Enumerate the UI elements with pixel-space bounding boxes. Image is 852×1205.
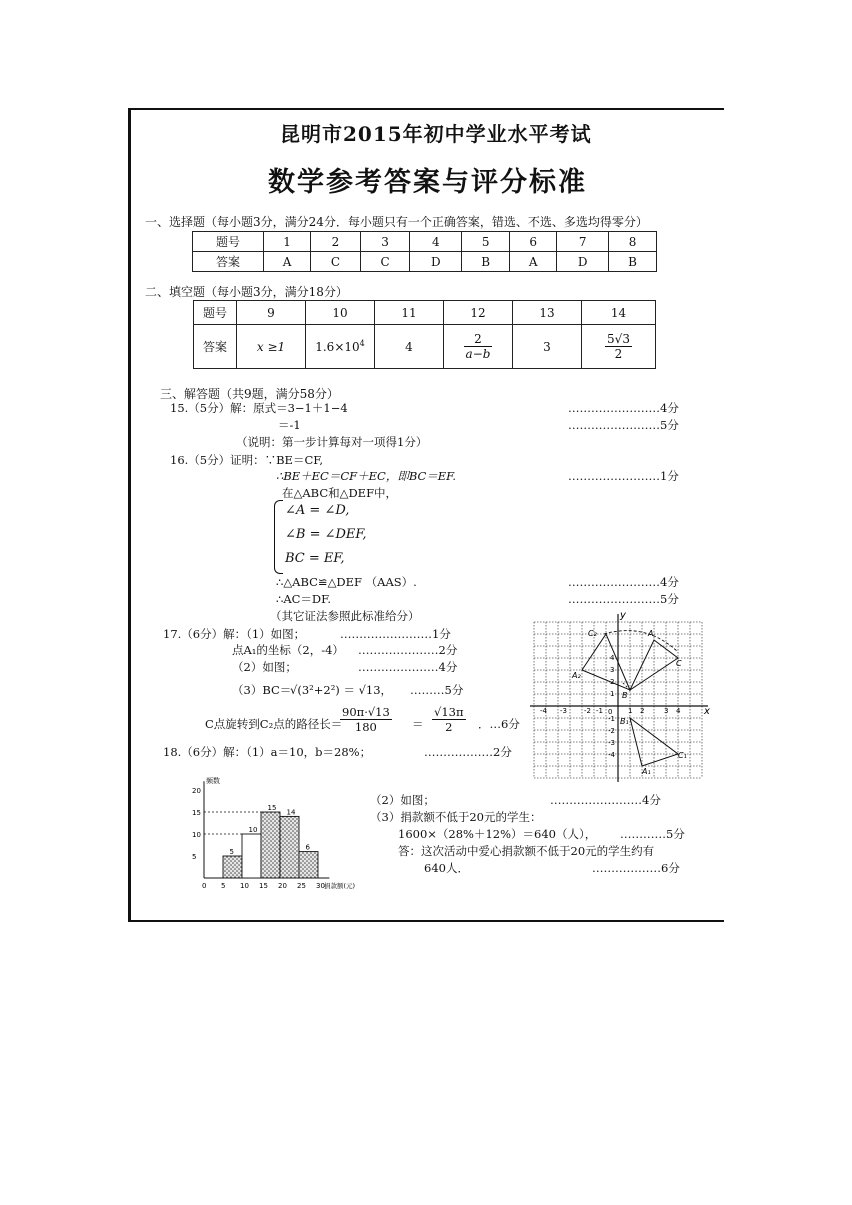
s1-q: 6 xyxy=(510,232,557,252)
q17-frac2-num: √13π xyxy=(434,705,464,719)
s2-q: 12 xyxy=(444,301,513,325)
q17-line4a: （3）BC＝ xyxy=(232,683,292,697)
histogram-y-label: 频数 xyxy=(206,777,220,786)
q15-line2: ＝-1 xyxy=(278,418,301,432)
y-tick: -3 xyxy=(608,739,615,747)
s1-label-a: 答案 xyxy=(193,252,264,272)
s2-a11: 4 xyxy=(375,325,444,369)
s2-q: 11 xyxy=(375,301,444,325)
section2-heading: 二、填空题（每小题3分，满分18分） xyxy=(145,285,348,299)
histogram-y-tick: 10 xyxy=(192,831,201,839)
q18-score3: …………5分 xyxy=(620,827,685,841)
s1-a: C xyxy=(311,252,361,272)
s1-a: A xyxy=(510,252,557,272)
histogram-x-tick: 0 xyxy=(202,882,207,890)
s2-a14-num: 5√3 xyxy=(607,332,630,346)
point-label-c1: C₁ xyxy=(678,751,687,760)
histogram-bar xyxy=(242,834,261,878)
x-tick: 3 xyxy=(664,707,669,715)
q16-score2: ……………………4分 xyxy=(568,575,679,589)
answer-title: 数学参考答案与评分标准 xyxy=(268,167,587,198)
histogram-bar-label: 10 xyxy=(248,826,258,834)
section1-table xyxy=(192,231,657,272)
s1-a: B xyxy=(609,252,657,272)
q17-frac2-den: 2 xyxy=(445,720,453,734)
q18-line3: （3）捐款额不低于20元的学生： xyxy=(370,810,542,824)
histogram-bar xyxy=(299,852,318,878)
q16-line4: ∴△ABC≌△DEF （AAS）. xyxy=(276,575,417,589)
s1-a: A xyxy=(264,252,311,272)
q16-cond2: ∠B = ∠DEF, xyxy=(285,527,367,542)
s1-a: D xyxy=(557,252,609,272)
q18-line6: 640人． xyxy=(424,861,469,875)
q17-frac1-num: 90π·√13 xyxy=(342,705,390,719)
q17-frac1 xyxy=(340,705,392,734)
s1-a: D xyxy=(410,252,462,272)
s1-a: B xyxy=(462,252,510,272)
y-tick: 1 xyxy=(610,690,615,698)
q18-line4: 1600×（28%＋12%）＝640（人）， xyxy=(398,827,597,841)
x-tick: -3 xyxy=(560,707,567,715)
exam-title: 昆明市2015年初中学业水平考试 xyxy=(280,122,592,146)
histogram-x-tick: 25 xyxy=(297,882,306,890)
histogram-y-tick: 20 xyxy=(192,787,201,795)
x-tick: 2 xyxy=(640,707,645,715)
s2-a14-den: 2 xyxy=(614,347,623,361)
q16-note: （其它证法参照此标准给分） xyxy=(270,609,420,623)
s2-a13: 3 xyxy=(513,325,582,369)
q18-score1: ………………2分 xyxy=(424,745,512,759)
histogram-x-tick: 30 xyxy=(316,882,325,890)
point-label-a2: A₂ xyxy=(572,671,581,680)
q16-score1: ……………………1分 xyxy=(568,469,679,483)
q17-eq: ＝ xyxy=(412,717,424,731)
point-label-c: C xyxy=(676,659,682,668)
point-label-a1: A₁ xyxy=(642,767,651,776)
q16-line5: ∴AC＝DF. xyxy=(276,592,331,606)
q18-line1: 18.（6分）解：（1）a＝10，b＝28%； xyxy=(163,745,372,759)
q16-cond3: BC = EF, xyxy=(285,551,345,566)
s1-q: 1 xyxy=(264,232,311,252)
histogram-x-tick: 20 xyxy=(278,882,287,890)
histogram-x-tick: 15 xyxy=(259,882,268,890)
s2-a10 xyxy=(306,325,375,369)
histogram-y-tick: 15 xyxy=(192,809,201,817)
y-tick: 3 xyxy=(610,666,615,674)
point-label-c2: C₂ xyxy=(588,629,597,638)
q17-line3: （2）如图； xyxy=(232,660,297,674)
q17-line2: 点A₁的坐标（2，-4） xyxy=(232,643,344,657)
q17-line1: 17.（6分）解：（1）如图； xyxy=(163,627,306,641)
y-tick: 4 xyxy=(610,654,615,662)
histogram-x-tick: 5 xyxy=(221,882,226,890)
x-tick: -2 xyxy=(584,707,591,715)
q15-score1: ……………………4分 xyxy=(568,401,679,415)
coordinate-grid-figure xyxy=(528,612,714,784)
histogram-bar-label: 5 xyxy=(229,848,234,856)
point-label-b1: B₁ xyxy=(620,717,629,726)
q17-score5: ．…6分 xyxy=(478,717,520,731)
q17-score2: …………………2分 xyxy=(358,643,458,657)
histogram-x-label: 捐款额(元) xyxy=(324,882,356,890)
q17-line5a: C点旋转到C₂点的路径长＝ xyxy=(205,717,343,731)
y-tick: -4 xyxy=(608,751,615,759)
q18-score4: ………………6分 xyxy=(592,861,680,875)
q17-score1: ……………………1分 xyxy=(340,627,451,641)
x-tick: -4 xyxy=(540,707,547,715)
q18-line2: （2）如图； xyxy=(370,793,435,807)
s1-a: C xyxy=(360,252,410,272)
q16-line1: 16.（5分）证明：∵BE＝CF, xyxy=(170,453,324,467)
histogram-y-tick: 5 xyxy=(192,853,197,861)
q15-score2: ……………………5分 xyxy=(568,418,679,432)
s2-a12-num: 2 xyxy=(464,332,493,347)
s2-a14 xyxy=(582,325,656,369)
s2-a10-base: 1.6×10 xyxy=(315,340,360,354)
y-tick: -2 xyxy=(608,727,615,735)
histogram-bar-label: 15 xyxy=(267,804,277,812)
point-label-a: A xyxy=(648,629,654,638)
section2-table xyxy=(193,300,656,369)
histogram xyxy=(190,760,375,890)
histogram-bar xyxy=(223,856,242,878)
s2-q: 13 xyxy=(513,301,582,325)
s1-q: 3 xyxy=(360,232,410,252)
s1-q: 8 xyxy=(609,232,657,252)
histogram-bar-label: 14 xyxy=(286,808,296,817)
x-tick: 1 xyxy=(628,707,633,715)
y-tick: -1 xyxy=(608,715,615,723)
s2-a12-den: a−b xyxy=(465,347,491,361)
histogram-bar xyxy=(280,816,299,878)
x-axis-label: x xyxy=(704,706,710,717)
q17-score4: ………5分 xyxy=(410,683,464,697)
x-tick: 4 xyxy=(676,707,681,715)
histogram-layer xyxy=(192,776,355,890)
s2-label-q: 题号 xyxy=(194,301,237,325)
origin-label: 0 xyxy=(608,708,613,716)
histogram-bar-label: 6 xyxy=(305,843,310,852)
y-tick: 2 xyxy=(610,678,615,686)
s1-q: 7 xyxy=(557,232,609,252)
histogram-x-tick: 10 xyxy=(240,882,249,890)
q16-score3: ……………………5分 xyxy=(568,592,679,606)
q18-line5: 答：这次活动中爱心捐款额不低于20元的学生约有 xyxy=(398,844,655,858)
q17-frac1-den: 180 xyxy=(354,720,377,734)
s2-q: 10 xyxy=(306,301,375,325)
q17-line4b: √(3²+2²) ＝ √13， xyxy=(290,683,393,697)
q17-frac2 xyxy=(432,705,466,734)
s1-q: 4 xyxy=(410,232,462,252)
q16-cond1: ∠A = ∠D, xyxy=(285,503,350,518)
q15-note: （说明：第一步计算每对一项得1分） xyxy=(236,435,428,449)
histogram-bar xyxy=(261,812,280,878)
q15-line1: 15.（5分）解：原式＝3−1＋1−4 xyxy=(170,401,348,415)
section3-heading: 三、解答题（共9题，满分58分） xyxy=(160,387,339,401)
s1-q: 5 xyxy=(462,232,510,252)
q16-line3: 在△ABC和△DEF中， xyxy=(282,486,398,500)
section1-heading: 一、选择题（每小题3分，满分24分．每小题只有一个正确答案，错选、不选、多选均得零分） xyxy=(145,215,648,229)
point-label-b: B xyxy=(622,691,628,700)
q18-score2: ……………………4分 xyxy=(550,793,661,807)
s1-label-q: 题号 xyxy=(193,232,264,252)
s2-q: 9 xyxy=(237,301,306,325)
y-axis-label: y xyxy=(620,612,626,621)
s2-a10-exp: 4 xyxy=(359,339,365,348)
q17-score3: …………………4分 xyxy=(358,660,458,674)
s1-q: 2 xyxy=(311,232,361,252)
q16-brace xyxy=(274,500,283,574)
q16-line2: ∴BE＋EC＝CF＋EC，即BC＝EF. xyxy=(276,469,457,483)
s2-q: 14 xyxy=(582,301,656,325)
s2-a12 xyxy=(444,325,513,369)
x-tick: -1 xyxy=(596,707,603,715)
s2-a9: x ≥1 xyxy=(237,325,306,369)
s2-label-a: 答案 xyxy=(194,325,237,369)
